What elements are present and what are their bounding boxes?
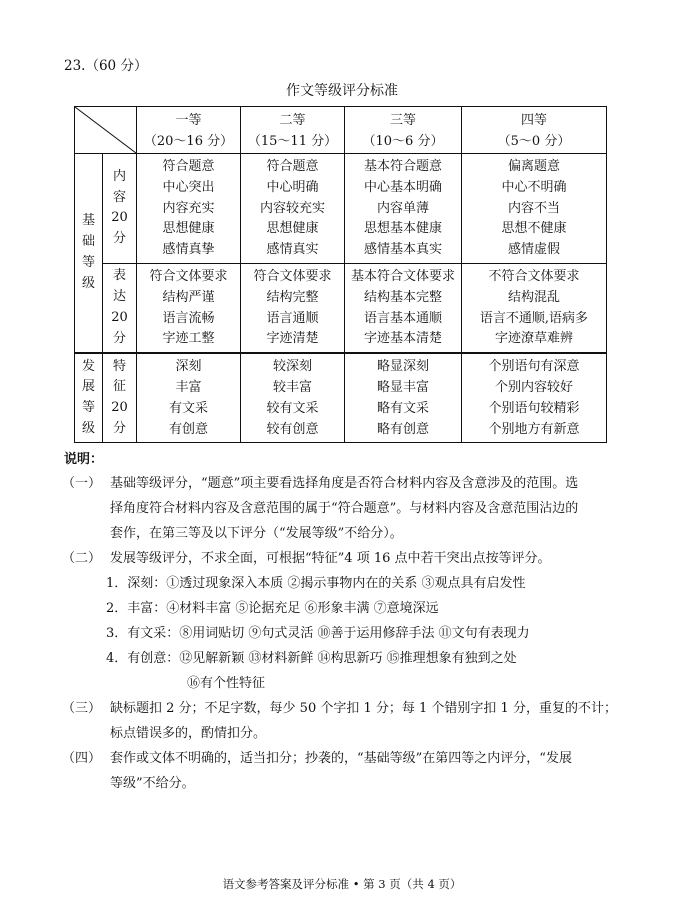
note-1-line: 择角度符合材料内容及含意范围的属于“符合题意”。与材料内容及含意范围沾边的 — [110, 501, 579, 516]
page-footer: 语文参考答案及评分标准 • 第 3 页（共 4 页） — [222, 877, 462, 891]
header-row — [75, 107, 607, 154]
development-grade-label: 发 展 等 级 — [75, 353, 103, 443]
table-title: 作文等级评分标准 — [286, 83, 398, 99]
diagonal-header-cell — [75, 107, 137, 154]
content-grade-4: 偏离题意 中心不明确 内容不当 思想不健康 感情虚假 — [462, 154, 607, 264]
header-grade-4: 四等 （5～0 分） — [462, 107, 607, 154]
note-2-item: 3．有文采：⑧用词贴切 ⑨句式灵活 ⑩善于运用修辞手法 ⑪文句有表现力 — [106, 626, 530, 641]
notes-section — [64, 448, 624, 796]
row-content — [75, 154, 607, 264]
expression-grade-1: 符合文体要求 结构严谨 语言流畅 字迹工整 — [137, 263, 241, 353]
note-2-item: 2．丰富：④材料丰富 ⑤论据充足 ⑥形象丰满 ⑦意境深远 — [106, 601, 439, 616]
expression-grade-4: 不符合文体要求 结构混乱 语言不通顺,语病多 字迹潦草难辨 — [462, 263, 607, 353]
feature-grade-1: 深刻 丰富 有文采 有创意 — [137, 353, 241, 443]
scoring-table — [74, 106, 607, 443]
note-2-line: 发展等级评分，不求全面，可根据“特征”4 项 16 点中若干突出点按等评分。 — [110, 551, 551, 566]
feature-label: 特 征 20 分 — [103, 353, 137, 443]
note-4-line: 套作或文体不明确的，适当扣分；抄袭的，“基础等级”在第四等之内评分，“发展 — [110, 751, 572, 766]
note-3-line: 缺标题扣 2 分；不足字数，每少 50 个字扣 1 分；每 1 个错别字扣 1 分，重复的不计； — [110, 701, 617, 716]
note-3 — [64, 696, 624, 746]
note-2-item: 1．深刻：①透过现象深入本质 ②揭示事物内在的关系 ③观点具有启发性 — [106, 576, 526, 591]
basic-grade-label: 基 础 等 级 — [75, 154, 103, 354]
header-grade-2: 二等 （15～11 分） — [241, 107, 345, 154]
row-expression — [75, 263, 607, 353]
note-2-item-continued: ⑯有个性特征 — [187, 676, 266, 691]
note-2-label: （二） — [62, 551, 102, 566]
expression-grade-3: 基本符合文体要求 结构基本完整 语言基本通顺 字迹基本清楚 — [345, 263, 462, 353]
note-3-line: 标点错误多的，酌情扣分。 — [110, 726, 267, 741]
content-label: 内 容 20 分 — [103, 154, 137, 264]
header-grade-1: 一等 （20～16 分） — [137, 107, 241, 154]
note-4-line: 等级”不给分。 — [110, 776, 195, 791]
note-4 — [64, 746, 624, 796]
question-number: 23.（60 分） — [64, 58, 148, 74]
expression-label: 表 达 20 分 — [103, 263, 137, 353]
content-grade-3: 基本符合题意 中心基本明确 内容单薄 思想基本健康 感情基本真实 — [345, 154, 462, 264]
note-1-line: 基础等级评分，“题意”项主要看选择角度是否符合材料内容及含意涉及的范围。选 — [110, 476, 579, 491]
feature-grade-3: 略显深刻 略显丰富 略有文采 略有创意 — [345, 353, 462, 443]
note-2 — [64, 546, 624, 571]
note-1-label: （一） — [62, 476, 102, 491]
note-4-label: （四） — [62, 751, 102, 766]
note-2-item: 4．有创意：⑫见解新颖 ⑬材料新鲜 ⑭构思新巧 ⑮推理想象有独到之处 — [106, 651, 517, 666]
row-feature — [75, 353, 607, 443]
note-1 — [64, 471, 624, 546]
expression-grade-2: 符合文体要求 结构完整 语言通顺 字迹清楚 — [241, 263, 345, 353]
content-grade-1: 符合题意 中心突出 内容充实 思想健康 感情真挚 — [137, 154, 241, 264]
note-3-label: （三） — [62, 701, 102, 716]
note-1-line: 套作，在第三等及以下评分（“发展等级”不给分）。 — [110, 526, 403, 541]
diagonal-line — [75, 107, 136, 153]
header-grade-3: 三等 （10～6 分） — [345, 107, 462, 154]
content-grade-2: 符合题意 中心明确 内容较充实 思想健康 感情真实 — [241, 154, 345, 264]
feature-grade-4: 个别语句有深意 个别内容较好 个别语句较精彩 个别地方有新意 — [462, 353, 607, 443]
feature-grade-2: 较深刻 较丰富 较有文采 较有创意 — [241, 353, 345, 443]
notes-title: 说明： — [64, 452, 104, 467]
